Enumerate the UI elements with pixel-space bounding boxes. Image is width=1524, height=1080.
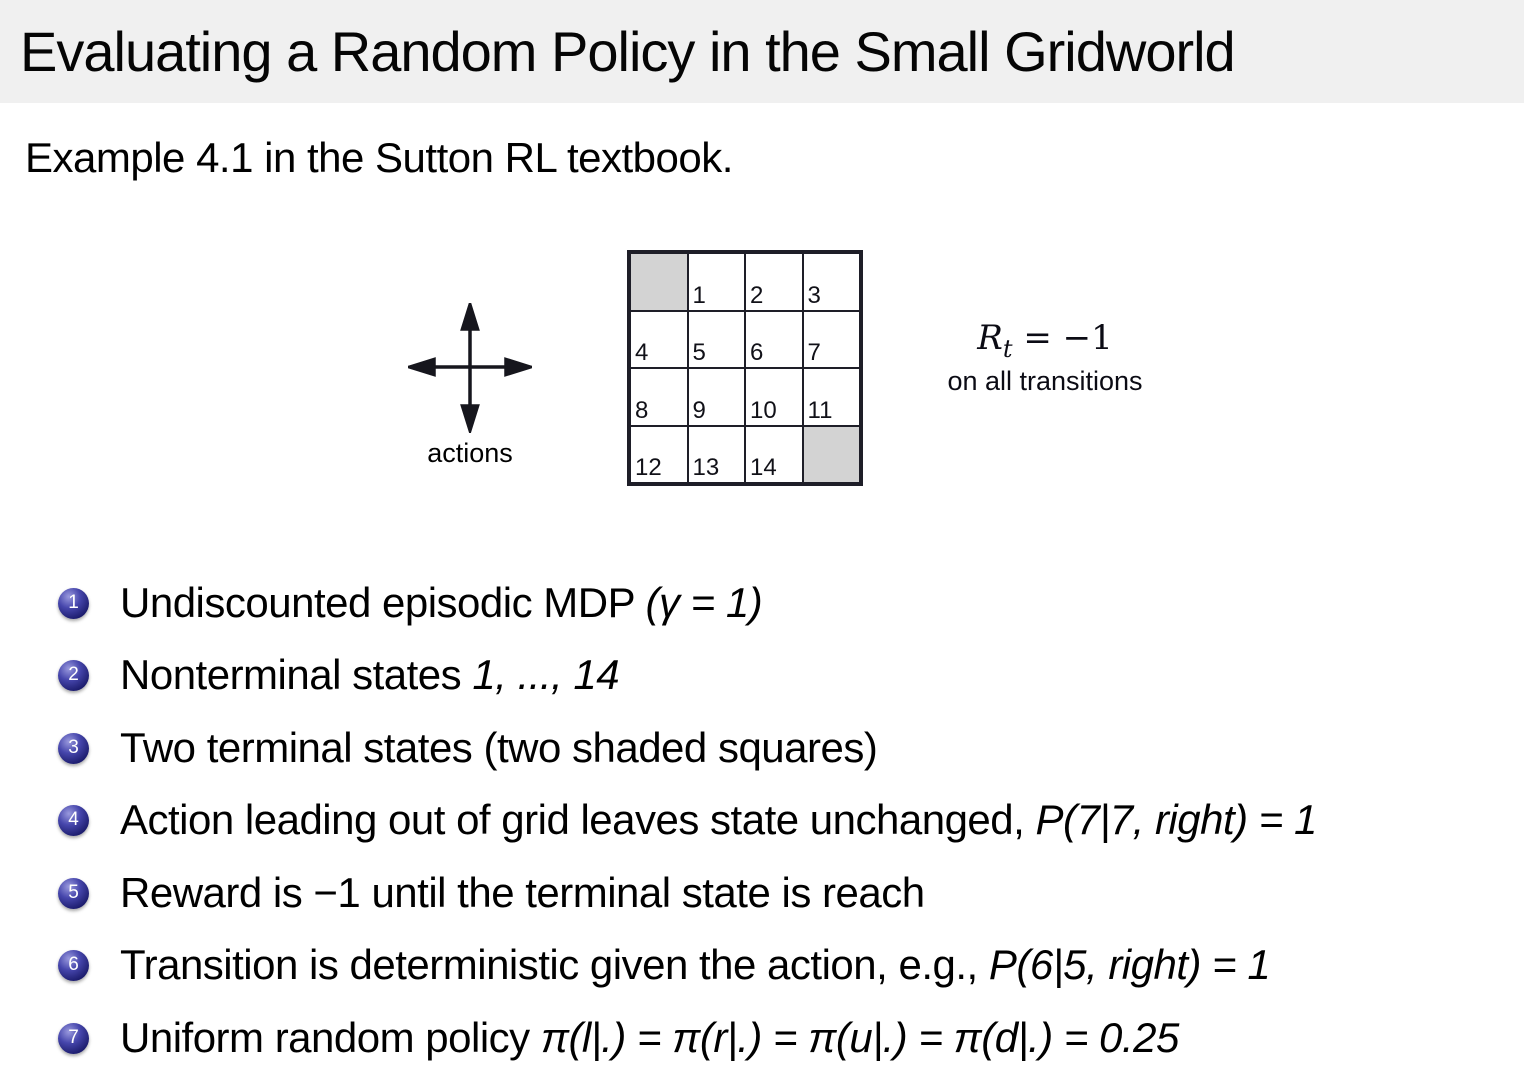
item-badge bbox=[58, 878, 89, 909]
grid-cell-number: 13 bbox=[692, 454, 720, 481]
item-text-math: π(l|.) = π(r|.) = π(u|.) = π(d|.) = 0.25 bbox=[540, 1014, 1179, 1061]
gridworld-grid bbox=[627, 250, 863, 486]
grid-cell-9 bbox=[688, 368, 746, 426]
grid-cell-number: 10 bbox=[750, 396, 777, 424]
item-text-plain: Undiscounted episodic MDP bbox=[120, 579, 646, 626]
grid-cell-10 bbox=[745, 368, 803, 426]
badge-number: 6 bbox=[68, 954, 79, 975]
grid-cell-number: 4 bbox=[635, 339, 649, 366]
reward-value: = −1 bbox=[1012, 318, 1113, 358]
item-text-math: P(7|7, right) = 1 bbox=[1035, 796, 1317, 843]
subtitle: Example 4.1 in the Sutton RL textbook. bbox=[25, 134, 733, 181]
grid-cell-1 bbox=[688, 253, 746, 311]
grid-cell-5 bbox=[688, 311, 746, 369]
grid-cell-terminal bbox=[803, 426, 861, 484]
item-text-math: 1, ..., 14 bbox=[472, 651, 620, 698]
grid-cell-3 bbox=[803, 253, 861, 311]
title-bar bbox=[0, 0, 1524, 103]
page-title: Evaluating a Random Policy in the Small Gridworld bbox=[20, 20, 1235, 83]
grid-cell-12 bbox=[630, 426, 688, 484]
item-text-plain: Reward is −1 until the terminal state is reach bbox=[120, 869, 925, 916]
badge-number: 3 bbox=[68, 737, 79, 758]
grid-cell-8 bbox=[630, 368, 688, 426]
item-badge bbox=[58, 588, 89, 619]
item-badge bbox=[58, 660, 89, 691]
reward-caption: on all transitions bbox=[947, 365, 1143, 396]
grid-cell-14 bbox=[745, 426, 803, 484]
grid-cell-11 bbox=[803, 368, 861, 426]
item-badge bbox=[58, 733, 89, 764]
list-item bbox=[58, 794, 1317, 846]
reward-formula bbox=[885, 318, 1205, 363]
grid-cell-number: 2 bbox=[750, 281, 764, 309]
list-item bbox=[58, 577, 762, 629]
reward-symbol: R bbox=[977, 318, 1003, 358]
item-text bbox=[120, 651, 619, 699]
item-badge bbox=[58, 805, 89, 836]
item-text-plain: Transition is deterministic given the action, e.g., bbox=[120, 941, 989, 988]
grid-cell-number: 1 bbox=[692, 281, 706, 309]
list-item bbox=[58, 1012, 1179, 1064]
grid-cell-number: 8 bbox=[635, 396, 649, 424]
badge-number: 2 bbox=[68, 664, 79, 685]
item-text-plain: Two terminal states (two shaded squares) bbox=[120, 724, 878, 771]
list-item bbox=[58, 939, 1270, 991]
item-text bbox=[120, 1014, 1179, 1062]
item-text bbox=[120, 724, 877, 772]
item-text-math: P(6|5, right) = 1 bbox=[988, 941, 1271, 988]
item-text bbox=[120, 796, 1317, 844]
badge-number: 5 bbox=[68, 882, 79, 903]
grid-cell-number: 6 bbox=[750, 339, 764, 366]
grid-cell-4 bbox=[630, 311, 688, 369]
item-text-plain: Action leading out of grid leaves state unchanged, bbox=[120, 796, 1036, 843]
grid-cell-7 bbox=[803, 311, 861, 369]
grid-cell-number: 5 bbox=[692, 339, 706, 366]
list-item bbox=[58, 867, 925, 919]
grid-cell-terminal bbox=[630, 253, 688, 311]
grid-cell-number: 7 bbox=[807, 339, 821, 366]
item-text bbox=[120, 579, 762, 627]
badge-number: 4 bbox=[68, 809, 79, 830]
grid-cell-number: 3 bbox=[807, 281, 821, 309]
list-item bbox=[58, 649, 619, 701]
grid-cell-6 bbox=[745, 311, 803, 369]
item-text-math: (γ = 1) bbox=[645, 579, 763, 626]
item-badge bbox=[58, 1023, 89, 1054]
item-badge bbox=[58, 950, 89, 981]
grid-cell-number: 11 bbox=[807, 396, 833, 424]
grid-cell-number: 12 bbox=[635, 454, 662, 481]
item-text-plain: Nonterminal states bbox=[120, 651, 473, 698]
grid-cell-number: 14 bbox=[750, 454, 777, 481]
reward-note bbox=[885, 318, 1205, 397]
grid-cell-13 bbox=[688, 426, 746, 484]
actions-label: actions bbox=[427, 438, 513, 468]
item-text-plain: Uniform random policy bbox=[120, 1014, 541, 1061]
reward-subscript: t bbox=[1002, 334, 1013, 363]
item-text bbox=[120, 941, 1270, 989]
grid-cell-number: 9 bbox=[692, 396, 706, 424]
grid-cell-2 bbox=[745, 253, 803, 311]
actions-cross-icon bbox=[408, 303, 532, 433]
list-item bbox=[58, 722, 877, 774]
badge-number: 1 bbox=[68, 592, 79, 613]
item-text bbox=[120, 869, 925, 917]
badge-number: 7 bbox=[68, 1027, 79, 1048]
